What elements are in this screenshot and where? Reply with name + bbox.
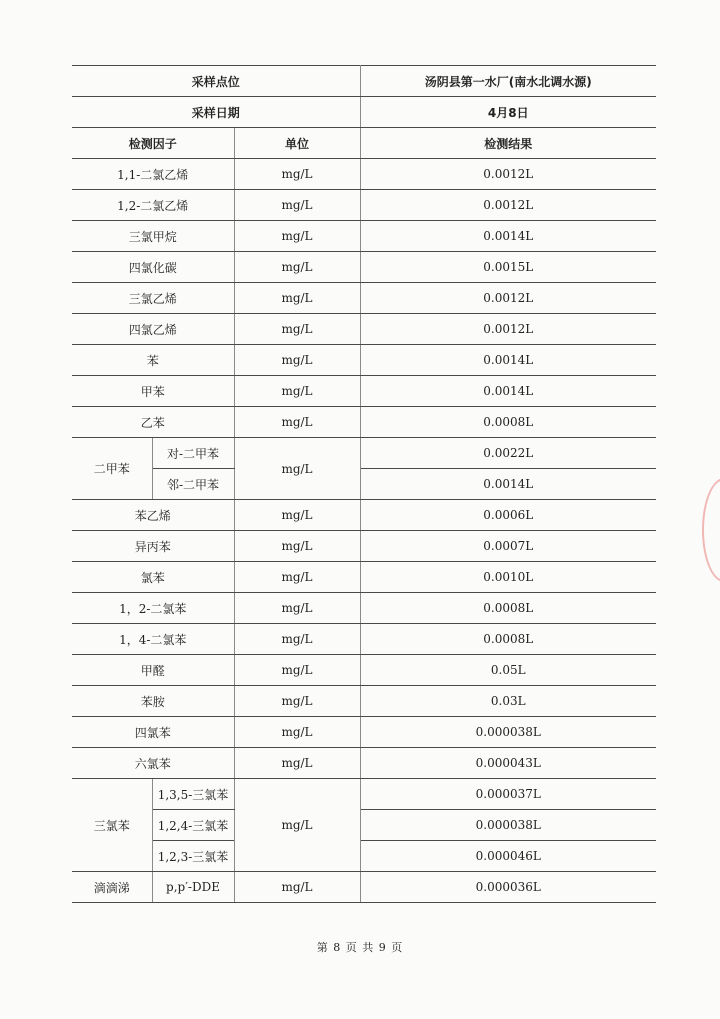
factor-cell: 三氯甲烷 <box>72 221 234 252</box>
result-cell: 0.0008L <box>360 624 656 655</box>
factor-cell: 四氯化碳 <box>72 252 234 283</box>
unit-cell: mg/L <box>234 717 360 748</box>
site-value: 汤阴县第一水厂(南水北调水源) <box>360 66 656 97</box>
table-row-xylene-ortho <box>72 469 656 500</box>
table-row <box>72 314 656 345</box>
sub-factor-cell: 邻-二甲苯 <box>152 469 234 500</box>
result-cell: 0.000046L <box>360 841 656 872</box>
unit-cell: mg/L <box>234 407 360 438</box>
table-row-trichloro-123 <box>72 841 656 872</box>
table-row <box>72 283 656 314</box>
unit-cell: mg/L <box>234 376 360 407</box>
factor-cell: 1，2-二氯苯 <box>72 593 234 624</box>
result-cell: 0.0014L <box>360 221 656 252</box>
date-label: 采样日期 <box>72 97 360 128</box>
unit-cell: mg/L <box>234 748 360 779</box>
header-row-date <box>72 97 656 128</box>
unit-cell: mg/L <box>234 531 360 562</box>
site-label: 采样点位 <box>72 66 360 97</box>
table-row <box>72 407 656 438</box>
unit-cell: mg/L <box>234 500 360 531</box>
unit-cell: mg/L <box>234 252 360 283</box>
table-row-trichloro-124 <box>72 810 656 841</box>
table-row <box>72 717 656 748</box>
group-cell-ddt: 滴滴涕 <box>72 872 152 903</box>
table-row <box>72 500 656 531</box>
red-seal-stamp <box>702 478 720 582</box>
unit-cell: mg/L <box>234 283 360 314</box>
header-row-site <box>72 66 656 97</box>
factor-cell: 1,2-二氯乙烯 <box>72 190 234 221</box>
result-cell: 0.000037L <box>360 779 656 810</box>
result-cell: 0.000038L <box>360 810 656 841</box>
result-cell: 0.0012L <box>360 190 656 221</box>
table-row <box>72 593 656 624</box>
unit-cell: mg/L <box>234 872 360 903</box>
col-header-factor: 检测因子 <box>72 128 234 159</box>
factor-cell: 四氯乙烯 <box>72 314 234 345</box>
table-row <box>72 221 656 252</box>
unit-cell: mg/L <box>234 221 360 252</box>
result-cell: 0.0014L <box>360 469 656 500</box>
unit-cell: mg/L <box>234 159 360 190</box>
result-cell: 0.0008L <box>360 407 656 438</box>
factor-cell: 1,1-二氯乙烯 <box>72 159 234 190</box>
result-cell: 0.03L <box>360 686 656 717</box>
sub-factor-cell: 1,2,3-三氯苯 <box>152 841 234 872</box>
table-row <box>72 190 656 221</box>
factor-cell: 三氯乙烯 <box>72 283 234 314</box>
factor-cell: 苯胺 <box>72 686 234 717</box>
unit-cell: mg/L <box>234 314 360 345</box>
sub-factor-cell: 对-二甲苯 <box>152 438 234 469</box>
table-row-xylene-para <box>72 438 656 469</box>
unit-cell: mg/L <box>234 345 360 376</box>
factor-cell: 四氯苯 <box>72 717 234 748</box>
factor-cell: 1，4-二氯苯 <box>72 624 234 655</box>
table-row <box>72 252 656 283</box>
table-row <box>72 345 656 376</box>
factor-cell: 六氯苯 <box>72 748 234 779</box>
header-row-columns <box>72 128 656 159</box>
table-row <box>72 376 656 407</box>
table-row <box>72 624 656 655</box>
unit-cell: mg/L <box>234 593 360 624</box>
result-cell: 0.0008L <box>360 593 656 624</box>
unit-cell: mg/L <box>234 438 360 500</box>
col-header-result: 检测结果 <box>360 128 656 159</box>
result-cell: 0.0014L <box>360 376 656 407</box>
result-cell: 0.0014L <box>360 345 656 376</box>
unit-cell: mg/L <box>234 624 360 655</box>
result-cell: 0.0012L <box>360 159 656 190</box>
result-cell: 0.0012L <box>360 314 656 345</box>
page-number: 第 8 页 共 9 页 <box>316 941 404 954</box>
table-row <box>72 562 656 593</box>
factor-cell: 氯苯 <box>72 562 234 593</box>
unit-cell: mg/L <box>234 686 360 717</box>
result-cell: 0.000036L <box>360 872 656 903</box>
factor-cell: 甲苯 <box>72 376 234 407</box>
sub-factor-cell: 1,3,5-三氯苯 <box>152 779 234 810</box>
table-row <box>72 748 656 779</box>
unit-cell: mg/L <box>234 779 360 872</box>
unit-cell: mg/L <box>234 562 360 593</box>
table-row <box>72 159 656 190</box>
result-cell: 0.0012L <box>360 283 656 314</box>
table-row-trichloro-135 <box>72 779 656 810</box>
result-cell: 0.0007L <box>360 531 656 562</box>
unit-cell: mg/L <box>234 190 360 221</box>
result-cell: 0.0010L <box>360 562 656 593</box>
factor-cell: 甲醛 <box>72 655 234 686</box>
test-results-table <box>72 65 656 903</box>
table-row-ddt <box>72 872 656 903</box>
result-cell: 0.000038L <box>360 717 656 748</box>
date-value: 4月8日 <box>360 97 656 128</box>
group-cell-xylene: 二甲苯 <box>72 438 152 500</box>
factor-cell: 苯 <box>72 345 234 376</box>
result-cell: 0.0006L <box>360 500 656 531</box>
factor-cell: 异丙苯 <box>72 531 234 562</box>
result-cell: 0.000043L <box>360 748 656 779</box>
table-row <box>72 531 656 562</box>
unit-cell: mg/L <box>234 655 360 686</box>
sub-factor-cell: p,p′-DDE <box>152 872 234 903</box>
sub-factor-cell: 1,2,4-三氯苯 <box>152 810 234 841</box>
col-header-unit: 单位 <box>234 128 360 159</box>
table-row <box>72 686 656 717</box>
result-cell: 0.0015L <box>360 252 656 283</box>
factor-cell: 乙苯 <box>72 407 234 438</box>
group-cell-trichlorobenzene: 三氯苯 <box>72 779 152 872</box>
factor-cell: 苯乙烯 <box>72 500 234 531</box>
result-cell: 0.0022L <box>360 438 656 469</box>
table-row <box>72 655 656 686</box>
result-cell: 0.05L <box>360 655 656 686</box>
